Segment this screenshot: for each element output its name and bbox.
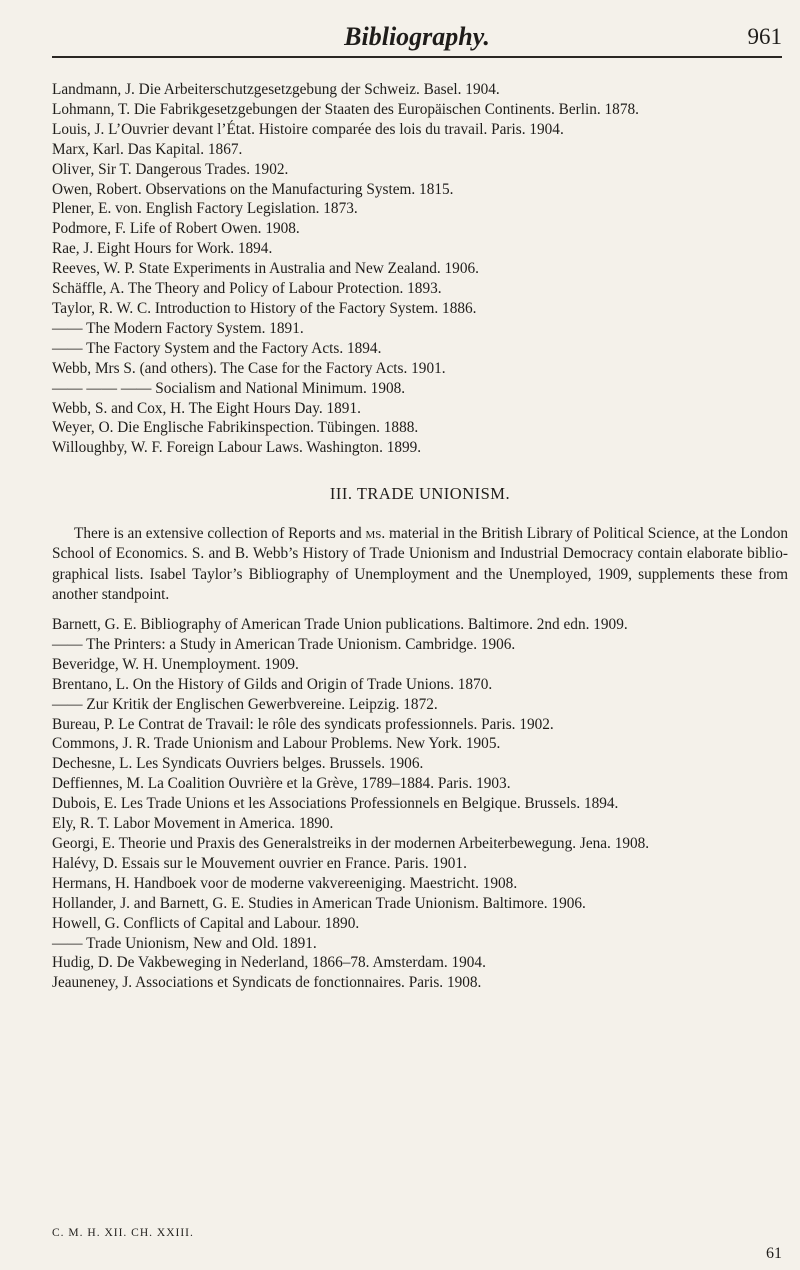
bibliography-entry: —— The Factory System and the Factory Acts. 1894. bbox=[52, 339, 382, 357]
section-heading: III. TRADE UNIONISM. bbox=[329, 484, 511, 504]
bibliography-entry: Oliver, Sir T. Dangerous Trades. 1902. bbox=[52, 160, 289, 178]
bibliography-entry: Ely, R. T. Labor Movement in America. 1890. bbox=[52, 815, 334, 833]
bibliography-entry: Commons, J. R. Trade Unionism and Labour Problems. New York. 1905. bbox=[52, 735, 501, 753]
bibliography-entry: Willoughby, W. F. Foreign Labour Laws. Washington. 1899. bbox=[52, 439, 422, 457]
bibliography-entry: Howell, G. Conflicts of Capital and Labour. 1890. bbox=[52, 914, 360, 932]
bibliography-entry: Brentano, L. On the History of Gilds and Origin of Trade Unions. 1870. bbox=[52, 675, 493, 693]
bibliography-list-factory bbox=[52, 80, 788, 458]
bibliography-entry: —— The Printers: a Study in American Trade Unionism. Cambridge. 1906. bbox=[52, 635, 516, 653]
bibliography-entry: Hudig, D. De Vakbeweging in Nederland, 1866–78. Amsterdam. 1904. bbox=[52, 954, 486, 972]
running-head: Bibliography. bbox=[344, 22, 490, 51]
signature-mark: C. M. H. XII. CH. XXIII. bbox=[52, 1227, 194, 1239]
section-intro-paragraph bbox=[52, 524, 788, 605]
page-header bbox=[52, 14, 782, 58]
intro-ms-abbreviation: ms. bbox=[365, 525, 386, 543]
page-body bbox=[52, 80, 788, 993]
bibliography-entry: Halévy, D. Essais sur le Mouvement ouvrier en France. Paris. 1901. bbox=[52, 854, 467, 872]
bibliography-entry: Deffiennes, M. La Coalition Ouvrière et la Grève, 1789–1884. Paris. 1903. bbox=[52, 775, 511, 793]
bibliography-entry: Landmann, J. Die Arbeiterschutzgesetzgebung der Schweiz. Basel. 1904. bbox=[52, 81, 500, 98]
page-footer bbox=[52, 1227, 782, 1267]
bibliography-entry: Rae, J. Eight Hours for Work. 1894. bbox=[52, 240, 273, 258]
bibliography-entry: —— The Modern Factory System. 1891. bbox=[52, 319, 304, 337]
bibliography-entry: Hollander, J. and Barnett, G. E. Studies in American Trade Unionism. Baltimore. 1906. bbox=[52, 894, 586, 912]
bibliography-entry: Schäffle, A. The Theory and Policy of Labour Protection. 1893. bbox=[52, 280, 442, 298]
page-number: 961 bbox=[747, 24, 782, 49]
bibliography-entry: Owen, Robert. Observations on the Manufacturing System. 1815. bbox=[52, 180, 454, 198]
bibliography-entry: Taylor, R. W. C. Introduction to History of the Factory System. 1886. bbox=[52, 299, 477, 317]
bibliography-entry: Dechesne, L. Les Syndicats Ouvriers belges. Brussels. 1906. bbox=[52, 755, 424, 773]
bibliography-entry: Louis, J. L’Ouvrier devant l’État. Histoire comparée des lois du travail. Paris. 1904. bbox=[52, 120, 564, 138]
bibliography-list-trade-unionism bbox=[52, 615, 788, 993]
bibliography-entry: Marx, Karl. Das Kapital. 1867. bbox=[52, 140, 243, 158]
bibliography-entry: Beveridge, W. H. Unemployment. 1909. bbox=[52, 655, 299, 673]
bibliography-entry: Podmore, F. Life of Robert Owen. 1908. bbox=[52, 220, 300, 238]
intro-text-end: material in the British Library of Political Science, at the London School of Economics. S. and B. Webb’s History of Trade Unionism and Industrial Democracy contain elaborate bibliographical lists. Isabel Taylor’s Bibliography of Unemployment and the Unemployed, 1909, supplements these from another standpoint. bbox=[52, 525, 789, 603]
header-rule bbox=[52, 56, 782, 58]
bibliography-entry: Dubois, E. Les Trade Unions et les Associations Professionnels en Belgique. Brussels. 1894. bbox=[52, 795, 619, 813]
intro-text-start: There is an extensive collection of Reports and bbox=[74, 525, 362, 543]
bibliography-entry: Weyer, O. Die Englische Fabrikinspection. Tübingen. 1888. bbox=[52, 419, 419, 437]
bibliography-entry: Georgi, E. Theorie und Praxis des Generalstreiks in der modernen Arbeiterbewegung. Jena. 1908. bbox=[52, 835, 650, 852]
bibliography-entry: Reeves, W. P. State Experiments in Australia and New Zealand. 1906. bbox=[52, 260, 479, 278]
bibliography-entry: Webb, Mrs S. (and others). The Case for the Factory Acts. 1901. bbox=[52, 359, 446, 377]
bibliography-entry: —— —— —— Socialism and National Minimum. 1908. bbox=[52, 379, 406, 397]
bibliography-entry: Hermans, H. Handboek voor de moderne vakvereeniging. Maestricht. 1908. bbox=[52, 874, 518, 892]
bibliography-entry: Webb, S. and Cox, H. The Eight Hours Day. 1891. bbox=[52, 399, 361, 417]
bibliography-entry: Plener, E. von. English Factory Legislation. 1873. bbox=[52, 200, 358, 218]
bibliography-entry: Jeauneney, J. Associations et Syndicats de fonctionnaires. Paris. 1908. bbox=[52, 974, 482, 992]
bibliography-entry: Barnett, G. E. Bibliography of American Trade Union publications. Baltimore. 2nd edn. 1909. bbox=[52, 616, 628, 634]
bibliography-entry: —— Trade Unionism, New and Old. 1891. bbox=[52, 934, 317, 952]
bibliography-entry: Lohmann, T. Die Fabrikgesetzgebungen der Staaten des Europäischen Continents. Berlin. 1878. bbox=[52, 100, 639, 118]
bibliography-entry: Bureau, P. Le Contrat de Travail: le rôle des syndicats professionnels. Paris. 1902. bbox=[52, 715, 554, 733]
bibliography-entry: —— Zur Kritik der Englischen Gewerbvereine. Leipzig. 1872. bbox=[52, 695, 438, 713]
signature-number: 61 bbox=[766, 1245, 782, 1262]
